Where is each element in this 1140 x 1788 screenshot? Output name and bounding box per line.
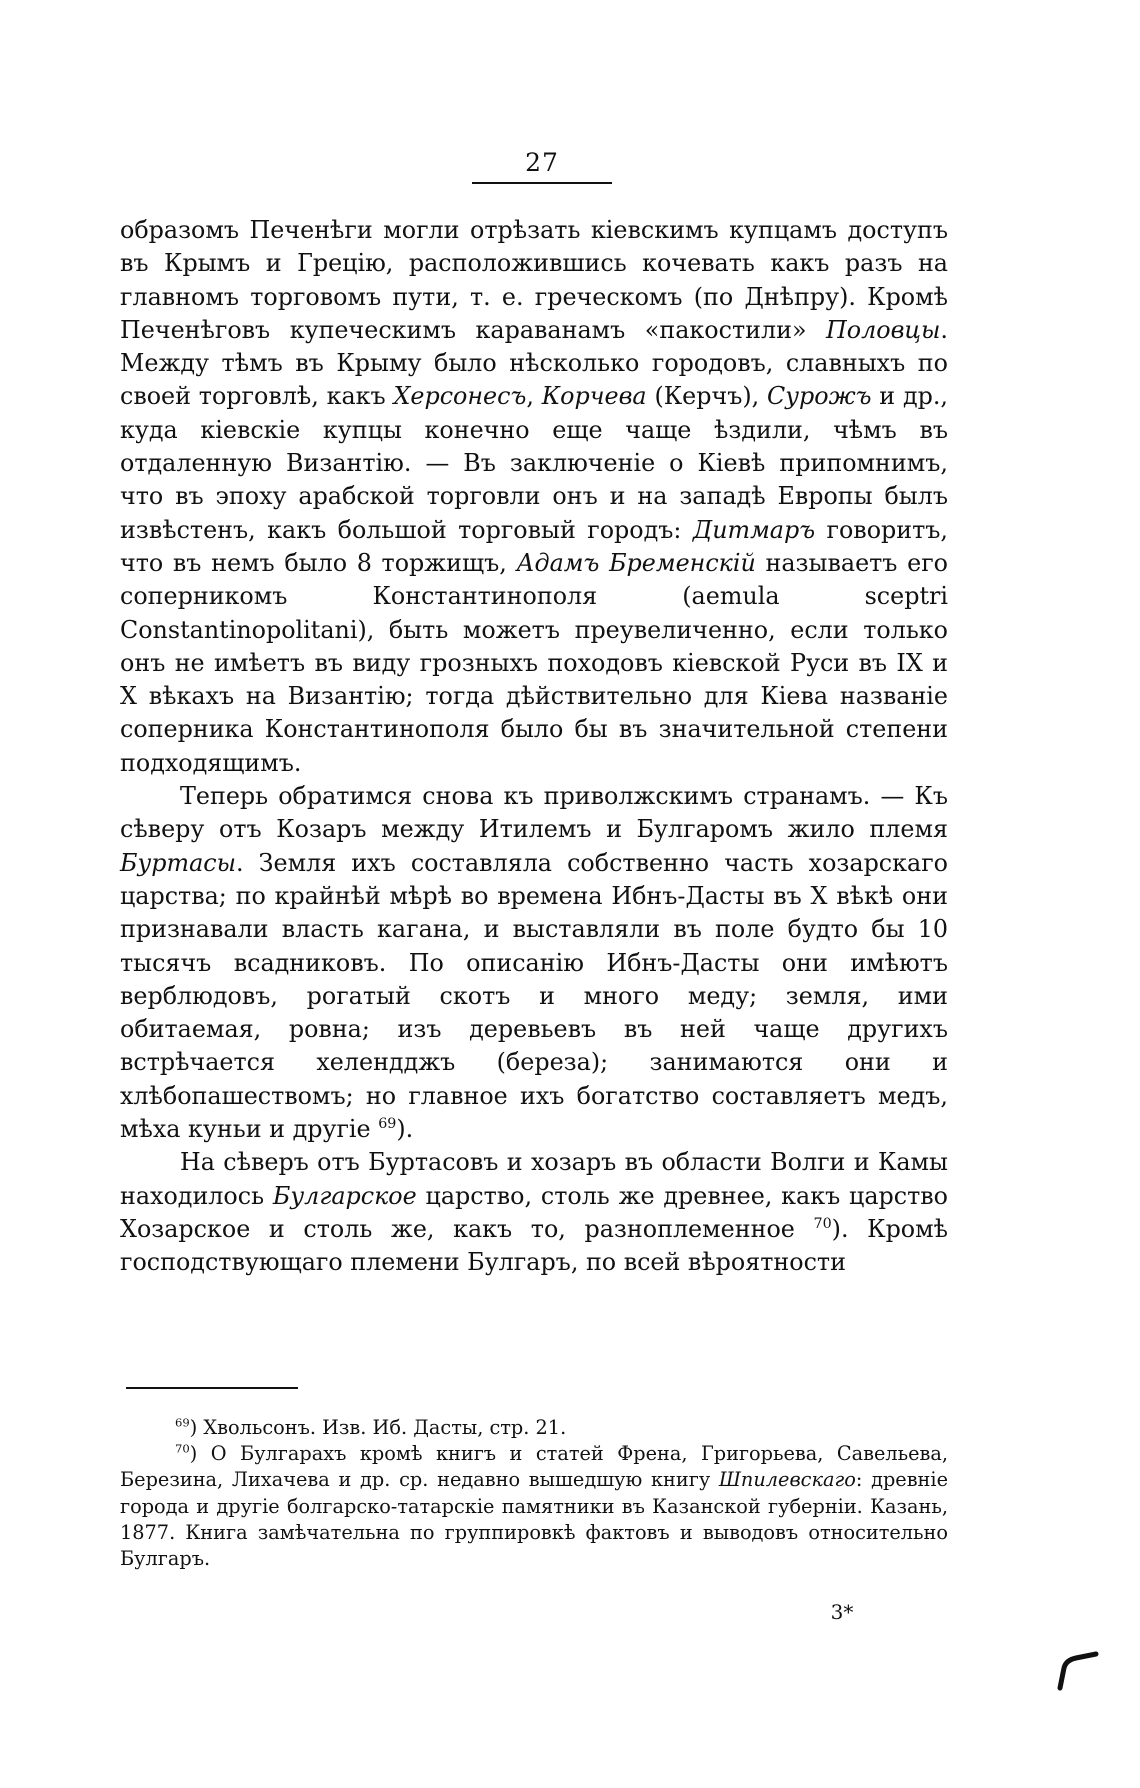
text-run: ) Хвольсонъ. Изв. Иб. Дасты, стр. 21. — [189, 1416, 567, 1439]
text-run: ). — [396, 1115, 414, 1144]
italic-term: Дитмаръ — [692, 515, 816, 544]
italic-term: Сурожъ — [767, 382, 872, 411]
text-run: : древніе города и другіе болгарско-татарскіе памятники въ Казанской губерніи. Казань, 1877. Книга замѣчательна по группировкѣ фактовъ и выводовъ относительно Булгаръ. — [120, 1468, 948, 1571]
italic-term: Буртасы — [120, 848, 236, 877]
footnote-ref: 69 — [175, 1415, 190, 1430]
signature-mark: 3* — [830, 1600, 854, 1624]
footnote-ref: 69 — [378, 1116, 397, 1133]
ink-mark-icon — [1052, 1646, 1112, 1696]
page-number: 27 — [525, 148, 559, 177]
paragraph — [120, 780, 948, 1146]
italic-term: Шпилевскаго — [718, 1468, 856, 1492]
text-run: Теперь обратимся снова къ приволжскимъ странамъ. — Къ сѣверу отъ Козаръ между Итилемъ и Булгаромъ жило племя — [120, 782, 948, 844]
footnotes — [120, 1415, 948, 1572]
italic-term: Булгарское — [272, 1181, 417, 1210]
text-run: называетъ его соперникомъ Константинополя (aemula sceptri Constantinopolitani), быть можетъ преувеличенно, если только онъ не имѣетъ въ виду грозныхъ походовъ кіевской Руси въ IX и X вѣкахъ на Византію; тогда дѣйствительно для Кіева названіе соперника Константинополя было бы въ значительной степени подходящимъ. — [120, 548, 948, 777]
text-run: ). Кромѣ господствующаго племени Булгаръ, по всей вѣроятности — [120, 1214, 948, 1277]
text-run: , — [526, 382, 542, 411]
text-run: царство, столь же древнее, какъ царство Хозарское и столь же, какъ то, разноплеменное — [120, 1181, 949, 1243]
body-text — [120, 214, 948, 1280]
text-run: (Керчъ), — [646, 382, 767, 411]
footnote — [120, 1441, 948, 1572]
italic-term: Половцы — [826, 315, 941, 344]
italic-term: Херсонесъ — [393, 382, 527, 411]
italic-term: Адамъ Бременскій — [516, 548, 756, 577]
text-run: На сѣверъ отъ Буртасовъ и хозаръ въ области Волги и Камы находилось — [120, 1148, 948, 1210]
paragraph — [120, 1146, 948, 1279]
footnote — [120, 1415, 948, 1441]
text-run: . Земля ихъ составляла собственно часть хозарскаго царства; по крайнѣй мѣрѣ во времена Ибнъ-Дасты въ X вѣкѣ они признавали власть кагана, и выставляли въ поле будто бы 10 тысячъ всадниковъ. По описанію Ибнъ-Дасты они имѣютъ верблюдовъ, рогатый скотъ и много меду; земля, ими обитаемая, ровна; изъ деревьевъ въ ней чаще другихъ встрѣчается хелендджъ (береза); занимаются они и хлѣбопашествомъ; но главное ихъ богатство составляетъ медъ, мѣха куньи и другіе — [120, 848, 948, 1144]
footnote-ref: 70 — [175, 1441, 190, 1456]
text-run: и др., куда кіевскіе купцы конечно еще чаще ѣздили, чѣмъ въ отдаленную Византію. — Въ заключеніе о Кіевѣ припомнимъ, что въ эпоху арабской торговли онъ и на западѣ Европы былъ извѣстенъ, какъ большой торговый городъ: — [120, 382, 948, 544]
footnote-separator — [126, 1387, 298, 1389]
header-rule — [472, 182, 612, 184]
footnote-ref: 70 — [813, 1215, 832, 1232]
paragraph — [120, 214, 948, 780]
text-run: говоритъ, что въ немъ было 8 торжищъ, — [120, 515, 948, 577]
text-run: ) О Булгарахъ кромѣ книгъ и статей Френа, Григорьева, Савельева, Березина, Лихачева и др. ср. недавно вышедшую книгу — [120, 1442, 948, 1492]
text-run: . Между тѣмъ въ Крыму было нѣсколько городовъ, славныхъ по своей торговлѣ, какъ — [120, 315, 948, 411]
italic-term: Корчева — [541, 382, 647, 411]
text-run: образомъ Печенѣги могли отрѣзать кіевскимъ купцамъ доступъ въ Крымъ и Грецію, расположившись кочевать какъ разъ на главномъ торговомъ пути, т. е. греческомъ (по Днѣпру). Кромѣ Печенѣговъ купеческимъ караванамъ «пакостили» — [120, 216, 948, 344]
